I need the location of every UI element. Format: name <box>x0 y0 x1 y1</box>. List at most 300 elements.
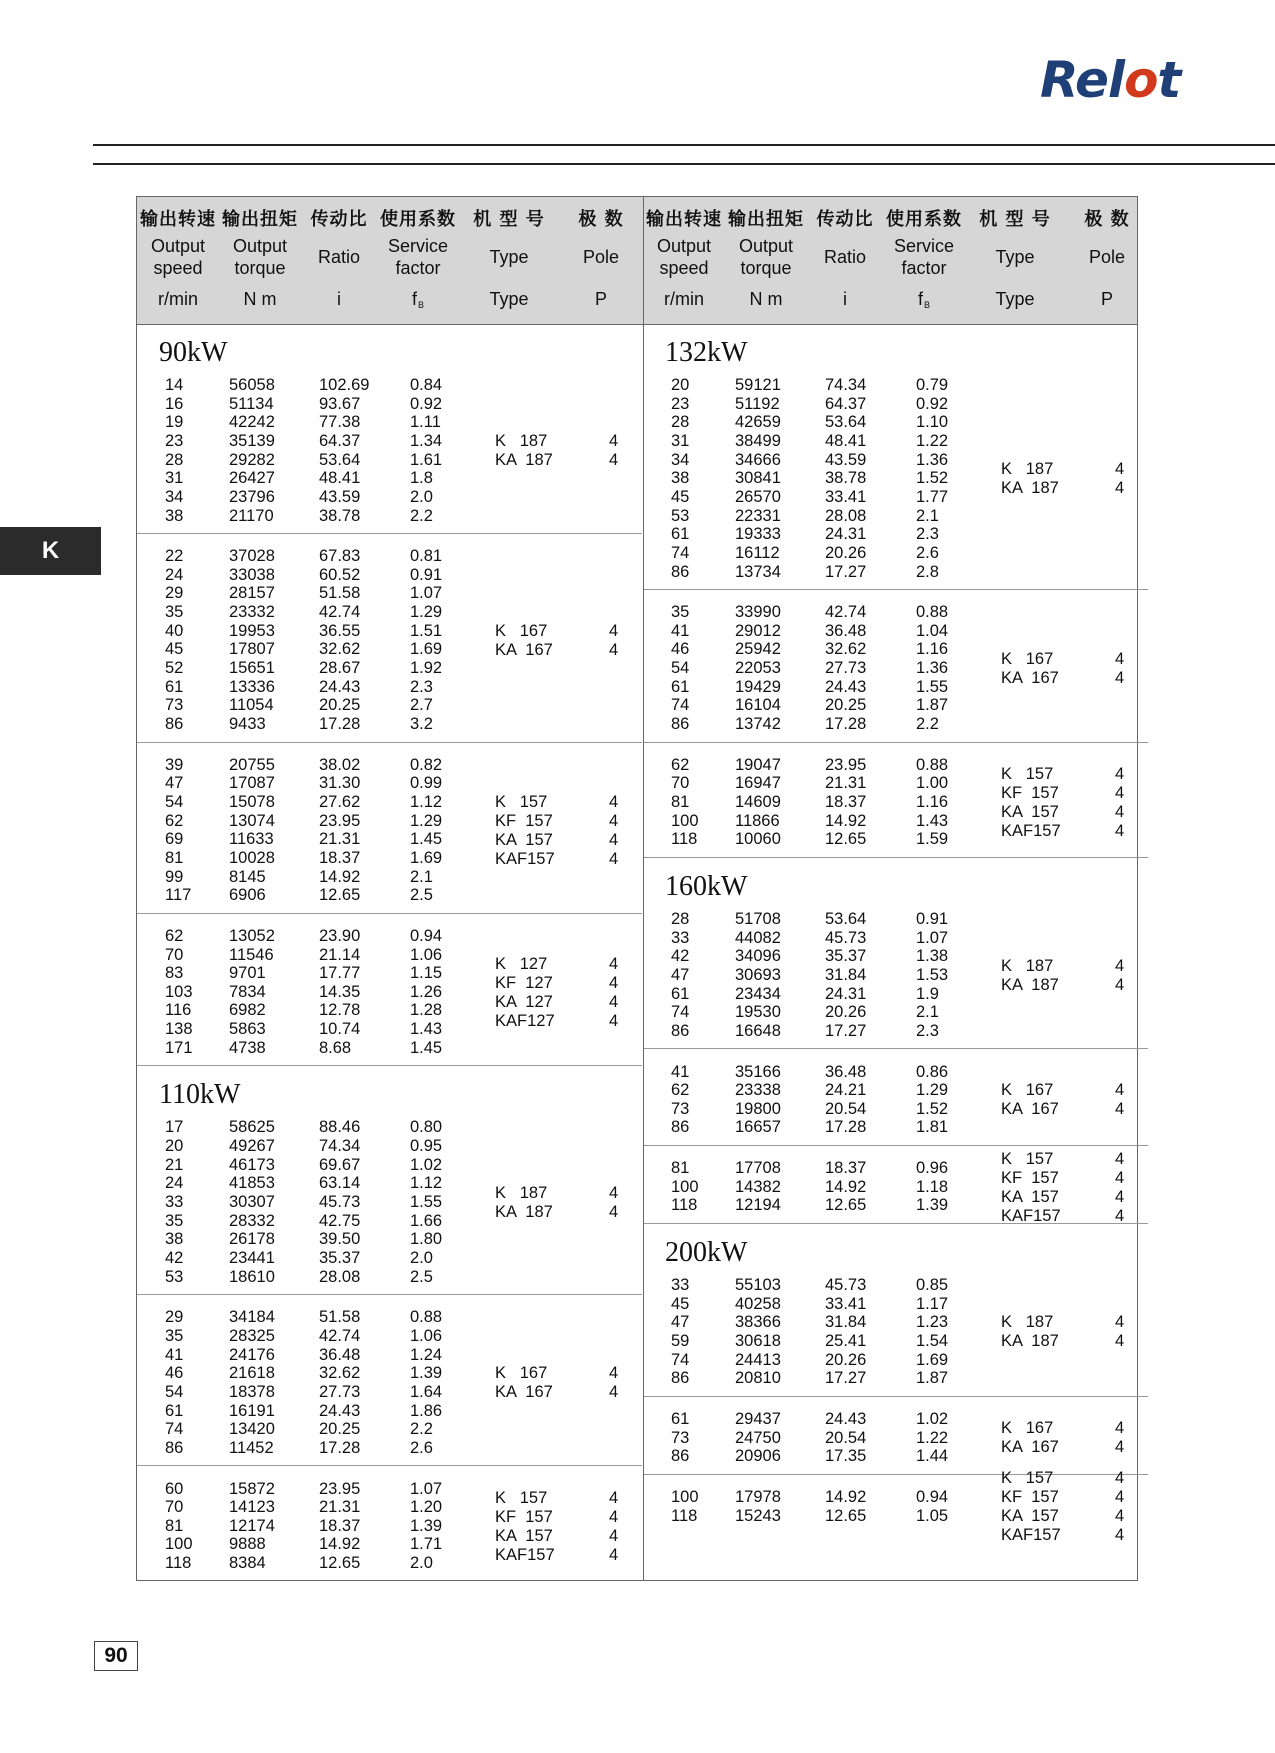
table-cell: 2.5 <box>410 1267 433 1286</box>
type-code: K 187 <box>495 431 548 450</box>
table-cell: 42.75 <box>319 1211 361 1230</box>
table-cell: 54 <box>165 792 184 811</box>
table-cell: 34666 <box>735 450 781 469</box>
table-cell: 62 <box>671 755 690 774</box>
table-cell: 10060 <box>735 830 781 849</box>
col-header-cn-type: 机 型 号 <box>473 209 545 230</box>
table-cell: 1.9 <box>916 984 939 1003</box>
table-cell: 1.22 <box>916 1428 949 1447</box>
table-cell: 18378 <box>229 1382 275 1401</box>
table-cell: 15651 <box>229 659 275 678</box>
table-cell: 1.66 <box>410 1211 443 1230</box>
pole-count: 4 <box>1115 1332 1125 1351</box>
table-cell: 8384 <box>229 1554 266 1573</box>
pole-count: 4 <box>1115 478 1125 497</box>
table-cell: 17.28 <box>825 715 867 734</box>
table-cell: 1.86 <box>410 1401 443 1420</box>
table-cell: 19800 <box>735 1099 781 1118</box>
table-cell: 22331 <box>735 506 781 525</box>
table-cell: 17.27 <box>825 1021 867 1040</box>
table-cell: 2.5 <box>410 886 433 905</box>
table-cell: 3.2 <box>410 715 433 734</box>
col-header-unit-torque: N m <box>243 289 277 309</box>
pole-count: 4 <box>1115 803 1125 821</box>
table-cell: 38.78 <box>825 469 867 488</box>
row-group <box>643 590 1148 743</box>
table-cell: 13074 <box>229 811 275 830</box>
table-cell: 19530 <box>735 1003 781 1022</box>
table-cell: 1.69 <box>410 640 443 659</box>
table-cell: 2.2 <box>410 506 433 525</box>
table-cell: 138 <box>165 1020 193 1039</box>
table-cell: 1.36 <box>916 450 949 469</box>
pole-count: 4 <box>609 431 619 450</box>
table-cell: 38.78 <box>319 506 361 525</box>
table-cell: 118 <box>671 1506 698 1525</box>
table-cell: 25.41 <box>825 1331 867 1350</box>
table-cell: 16947 <box>735 774 781 793</box>
table-cell: 14.92 <box>825 811 867 830</box>
table-cell: 1.80 <box>410 1230 443 1249</box>
table-cell: 10.74 <box>319 1020 361 1039</box>
table-cell: 51.58 <box>319 584 361 603</box>
table-cell: 27.62 <box>319 792 361 811</box>
table-cell: 14123 <box>229 1498 275 1517</box>
table-cell: 23 <box>671 394 690 413</box>
type-code: KA 157 <box>495 830 553 849</box>
table-cell: 1.29 <box>410 811 443 830</box>
pole-count: 4 <box>609 1507 619 1526</box>
table-cell: 11866 <box>735 811 780 830</box>
table-cell: 31.30 <box>319 774 361 793</box>
type-code: KF 127 <box>495 973 553 992</box>
table-cell: 15872 <box>229 1479 275 1498</box>
table-cell: 28.08 <box>319 1267 361 1286</box>
table-cell: 13734 <box>735 562 781 581</box>
col-header-unit-speed: r/min <box>158 289 198 309</box>
type-code: K 187 <box>495 1183 548 1202</box>
table-cell: 0.92 <box>410 394 443 413</box>
table-cell: 36.48 <box>825 621 867 640</box>
table-cell: 19429 <box>735 677 781 696</box>
pole-count: 4 <box>1115 765 1125 783</box>
table-cell: 1.71 <box>410 1535 443 1554</box>
table-cell: 47 <box>671 965 690 984</box>
table-cell: 1.06 <box>410 1326 443 1345</box>
pole-count: 4 <box>609 954 619 973</box>
col-header-unit-ratio: i <box>337 289 341 309</box>
table-cell: 20.54 <box>825 1099 867 1118</box>
table-cell: 64.37 <box>319 431 361 450</box>
table-cell: 1.02 <box>916 1409 949 1428</box>
table-cell: 11452 <box>229 1438 274 1457</box>
type-code: K 167 <box>1001 1081 1054 1100</box>
table-cell: 24413 <box>735 1350 781 1369</box>
table-cell: 99 <box>165 867 184 886</box>
selection-table <box>136 196 1138 1581</box>
table-cell: 20 <box>671 376 690 394</box>
pole-count: 4 <box>1115 784 1125 802</box>
pole-count: 4 <box>1115 1100 1125 1119</box>
table-cell: 14 <box>165 376 184 394</box>
table-cell: 13420 <box>229 1420 275 1439</box>
table-cell: 1.06 <box>410 945 443 964</box>
table-cell: 53.64 <box>825 909 867 928</box>
table-cell: 118 <box>671 830 698 849</box>
col-header-cn-speed: 输出转速 <box>646 209 722 230</box>
table-cell: 0.95 <box>410 1137 443 1156</box>
type-code: KAF157 <box>1001 1526 1061 1545</box>
table-cell: 1.29 <box>410 603 443 622</box>
table-cell: 103 <box>165 982 193 1001</box>
table-cell: 15243 <box>735 1506 781 1525</box>
table-cell: 0.82 <box>410 755 443 774</box>
table-cell: 42 <box>165 1248 184 1267</box>
table-cell: 51192 <box>735 394 780 413</box>
table-cell: 34 <box>165 487 184 506</box>
table-cell: 81 <box>165 848 184 867</box>
table-cell: 62 <box>165 926 184 945</box>
table-cell: 31 <box>671 431 690 450</box>
table-cell: 1.52 <box>916 1099 949 1118</box>
col-header-en-service-factor: Service factor <box>893 236 955 278</box>
pole-count: 4 <box>609 811 619 830</box>
column-divider <box>643 197 644 1580</box>
table-cell: 74 <box>671 696 690 715</box>
table-cell: 61 <box>671 677 690 696</box>
table-cell: 10028 <box>229 848 275 867</box>
table-cell: 1.12 <box>410 792 443 811</box>
table-cell: 56058 <box>229 376 275 394</box>
table-cell: 13336 <box>229 677 275 696</box>
table-cell: 36.48 <box>319 1345 361 1364</box>
row-group <box>137 534 642 743</box>
table-cell: 23.90 <box>319 926 361 945</box>
table-cell: 14.35 <box>319 982 361 1001</box>
table-cell: 42.74 <box>319 603 361 622</box>
table-cell: 38 <box>671 469 690 488</box>
pole-count: 4 <box>609 1383 619 1402</box>
table-cell: 41 <box>671 621 690 640</box>
table-cell: 1.29 <box>916 1081 949 1100</box>
pole-count: 4 <box>609 1011 619 1030</box>
table-cell: 1.24 <box>410 1345 443 1364</box>
pole-count: 4 <box>1115 956 1125 975</box>
type-code: K 157 <box>1001 765 1054 783</box>
pole-count: 4 <box>1115 1488 1125 1507</box>
table-cell: 16104 <box>735 696 781 715</box>
type-code: K 157 <box>1001 1149 1054 1168</box>
table-cell: 14.92 <box>319 1535 361 1554</box>
table-cell: 34 <box>671 450 690 469</box>
table-cell: 1.28 <box>410 1001 443 1020</box>
table-cell: 39.50 <box>319 1230 361 1249</box>
table-cell: 20755 <box>229 755 275 774</box>
table-cell: 2.0 <box>410 487 433 506</box>
table-cell: 32.62 <box>319 640 361 659</box>
table-cell: 21.31 <box>319 1498 361 1517</box>
table-cell: 47 <box>671 1313 690 1332</box>
table-cell: 16648 <box>735 1021 781 1040</box>
table-cell: 16191 <box>229 1401 275 1420</box>
table-cell: 2.7 <box>410 696 433 715</box>
table-cell: 100 <box>671 811 699 830</box>
table-cell: 33 <box>671 928 690 947</box>
table-cell: 26178 <box>229 1230 275 1249</box>
table-cell: 17.28 <box>825 1118 867 1137</box>
table-cell: 0.80 <box>410 1118 443 1137</box>
table-cell: 1.02 <box>410 1155 443 1174</box>
table-cell: 23.95 <box>319 1479 361 1498</box>
pole-count: 4 <box>1115 1438 1125 1457</box>
table-cell: 67.83 <box>319 547 361 566</box>
power-title: 160kW <box>665 870 748 902</box>
table-cell: 12.78 <box>319 1001 361 1020</box>
type-code: K 167 <box>1001 649 1054 668</box>
table-cell: 86 <box>671 1118 690 1137</box>
table-cell: 100 <box>671 1177 699 1196</box>
row-group <box>137 743 642 914</box>
col-header-en-speed: Output speed <box>656 236 712 278</box>
table-cell: 24.43 <box>319 677 361 696</box>
table-cell: 17 <box>165 1118 184 1137</box>
table-cell: 28332 <box>229 1211 275 1230</box>
table-cell: 30841 <box>735 469 781 488</box>
table-cell: 61 <box>671 984 690 1003</box>
table-cell: 1.26 <box>410 982 443 1001</box>
power-title: 132kW <box>665 337 748 368</box>
table-cell: 20.25 <box>825 696 867 715</box>
col-header-en-torque: Output torque <box>232 236 288 278</box>
table-cell: 14.92 <box>319 867 361 886</box>
table-cell: 24 <box>165 1174 184 1193</box>
table-cell: 18.37 <box>319 848 361 867</box>
row-group <box>643 1050 1148 1147</box>
table-cell: 1.87 <box>916 1369 949 1388</box>
table-cell: 21618 <box>229 1364 275 1383</box>
table-cell: 17807 <box>229 640 275 659</box>
table-cell: 70 <box>165 1498 184 1517</box>
table-cell: 33038 <box>229 565 275 584</box>
col-header-en-speed: Output speed <box>150 236 206 278</box>
table-cell: 0.79 <box>916 376 949 394</box>
type-code: KA 187 <box>1001 1332 1059 1351</box>
table-cell: 2.6 <box>410 1438 433 1457</box>
table-cell: 29 <box>165 584 184 603</box>
table-cell: 19047 <box>735 755 781 774</box>
table-cell: 12.65 <box>825 830 867 849</box>
row-group <box>137 914 642 1067</box>
col-header-cn-ratio: 传动比 <box>310 209 368 230</box>
pole-count: 4 <box>609 1488 619 1507</box>
col-header-cn-pole: 极 数 <box>578 209 624 230</box>
table-cell: 28.67 <box>319 659 361 678</box>
table-cell: 0.85 <box>916 1276 949 1295</box>
col-header-cn-service-factor: 使用系数 <box>380 209 456 230</box>
table-cell: 23.95 <box>319 811 361 830</box>
table-cell: 0.94 <box>916 1487 949 1506</box>
table-cell: 28 <box>671 413 690 432</box>
table-cell: 28 <box>165 450 184 469</box>
pole-count: 4 <box>1115 1149 1125 1168</box>
table-cell: 19333 <box>735 525 781 544</box>
type-code: KF 157 <box>1001 1168 1059 1187</box>
col-header-unit-pole: P <box>1100 289 1113 309</box>
table-cell: 45 <box>165 640 184 659</box>
pole-count: 4 <box>1115 1206 1125 1225</box>
table-cell: 1.16 <box>916 792 949 811</box>
table-cell: 2.6 <box>916 543 939 562</box>
table-cell: 20.26 <box>825 1350 867 1369</box>
table-cell: 93.67 <box>319 394 361 413</box>
col-header-en-ratio: Ratio <box>317 247 361 267</box>
table-cell: 0.94 <box>410 926 443 945</box>
table-cell: 12.65 <box>319 886 361 905</box>
table-cell: 1.07 <box>916 928 949 947</box>
type-code: KA 157 <box>1001 1187 1059 1206</box>
row-group <box>643 743 1148 858</box>
page-number: 90 <box>94 1641 138 1671</box>
type-code: K 187 <box>1001 1313 1054 1332</box>
table-cell: 1.00 <box>916 774 949 793</box>
table-cell: 33 <box>165 1193 184 1212</box>
col-header-unit-ratio: i <box>843 289 847 309</box>
table-cell: 20.26 <box>825 543 867 562</box>
table-cell: 35 <box>671 603 690 622</box>
type-code: KF 157 <box>495 811 553 830</box>
table-cell: 0.86 <box>916 1062 949 1081</box>
table-cell: 2.1 <box>410 867 433 886</box>
row-group <box>137 1467 642 1582</box>
table-cell: 17087 <box>229 774 275 793</box>
table-cell: 86 <box>671 562 690 581</box>
table-cell: 24.43 <box>825 1409 867 1428</box>
table-cell: 17.77 <box>319 964 361 983</box>
table-cell: 17.28 <box>319 715 361 734</box>
pole-count: 4 <box>1115 649 1125 668</box>
table-cell: 42659 <box>735 413 781 432</box>
table-cell: 20.54 <box>825 1428 867 1447</box>
type-code: KAF157 <box>1001 1206 1061 1225</box>
table-cell: 62 <box>165 811 184 830</box>
table-cell: 11633 <box>229 830 274 849</box>
table-cell: 8.68 <box>319 1038 352 1057</box>
pole-count: 4 <box>609 849 619 868</box>
table-cell: 0.88 <box>410 1308 443 1327</box>
table-cell: 28325 <box>229 1326 275 1345</box>
table-cell: 1.87 <box>916 696 949 715</box>
table-cell: 7834 <box>229 982 266 1001</box>
col-header-unit-torque: N m <box>749 289 783 309</box>
table-cell: 53.64 <box>825 413 867 432</box>
type-code: K 167 <box>495 1364 548 1383</box>
table-cell: 41 <box>165 1345 184 1364</box>
table-cell: 2.1 <box>916 506 939 525</box>
table-cell: 13052 <box>229 926 275 945</box>
table-cell: 23332 <box>229 603 275 622</box>
type-code: KA 157 <box>1001 1507 1059 1526</box>
header-rule-top <box>93 144 1275 146</box>
pole-count: 4 <box>1115 1507 1125 1526</box>
table-cell: 0.99 <box>410 774 443 793</box>
type-code: KA 167 <box>1001 668 1059 687</box>
table-cell: 23.95 <box>825 755 867 774</box>
table-cell: 2.3 <box>410 677 433 696</box>
table-cell: 53 <box>165 1267 184 1286</box>
table-cell: 1.44 <box>916 1447 949 1466</box>
table-cell: 1.51 <box>410 621 443 640</box>
table-cell: 2.1 <box>916 1003 939 1022</box>
table-cell: 1.54 <box>916 1331 949 1350</box>
row-group <box>643 1146 1148 1224</box>
pole-count: 4 <box>609 1526 619 1545</box>
table-cell: 21.14 <box>319 945 361 964</box>
table-cell: 0.88 <box>916 755 949 774</box>
table-cell: 12.65 <box>319 1554 361 1573</box>
table-cell: 171 <box>165 1038 193 1057</box>
table-cell: 1.10 <box>916 413 949 432</box>
table-cell: 45.73 <box>825 1276 867 1295</box>
table-cell: 74.34 <box>319 1137 361 1156</box>
table-cell: 1.45 <box>410 830 443 849</box>
table-cell: 34096 <box>735 947 781 966</box>
table-cell: 118 <box>671 1196 698 1215</box>
pole-count: 4 <box>1115 1313 1125 1332</box>
table-cell: 0.84 <box>410 376 443 394</box>
table-cell: 9433 <box>229 715 266 734</box>
table-cell: 38366 <box>735 1313 781 1332</box>
unit-subscript: B <box>924 300 931 310</box>
table-cell: 51708 <box>735 909 781 928</box>
type-code: K 187 <box>1001 956 1054 975</box>
col-header-unit-pole: P <box>594 289 607 309</box>
col-header-cn-torque: 输出扭矩 <box>222 209 298 230</box>
row-group <box>137 324 642 534</box>
table-cell: 21 <box>165 1155 184 1174</box>
table-cell: 35.37 <box>319 1248 361 1267</box>
power-title: 90kW <box>159 337 228 368</box>
section-tab-k[interactable]: K <box>0 527 101 575</box>
table-cell: 86 <box>671 715 690 734</box>
table-cell: 0.91 <box>916 909 949 928</box>
table-cell: 29012 <box>735 621 781 640</box>
table-cell: 69.67 <box>319 1155 361 1174</box>
table-cell: 48.41 <box>319 469 361 488</box>
table-cell: 16657 <box>735 1118 781 1137</box>
table-cell: 6906 <box>229 886 266 905</box>
table-cell: 60 <box>165 1479 184 1498</box>
table-cell: 49267 <box>229 1137 275 1156</box>
type-code: KA 167 <box>495 1383 553 1402</box>
table-cell: 58625 <box>229 1118 275 1137</box>
type-code: K 157 <box>495 792 548 811</box>
table-cell: 1.8 <box>410 469 433 488</box>
table-cell: 73 <box>671 1099 690 1118</box>
table-cell: 1.12 <box>410 1174 443 1193</box>
table-cell: 1.20 <box>410 1498 443 1517</box>
brand-logo: Relot <box>1040 51 1181 109</box>
table-cell: 1.53 <box>916 965 949 984</box>
table-cell: 20906 <box>735 1447 781 1466</box>
table-cell: 32.62 <box>825 640 867 659</box>
table-cell: 20.26 <box>825 1003 867 1022</box>
table-cell: 1.77 <box>916 487 949 506</box>
table-cell: 81 <box>671 1159 690 1178</box>
table-cell: 88.46 <box>319 1118 361 1137</box>
pole-count: 4 <box>609 1545 619 1564</box>
table-cell: 0.96 <box>916 1159 949 1178</box>
pole-count: 4 <box>1115 1419 1125 1438</box>
